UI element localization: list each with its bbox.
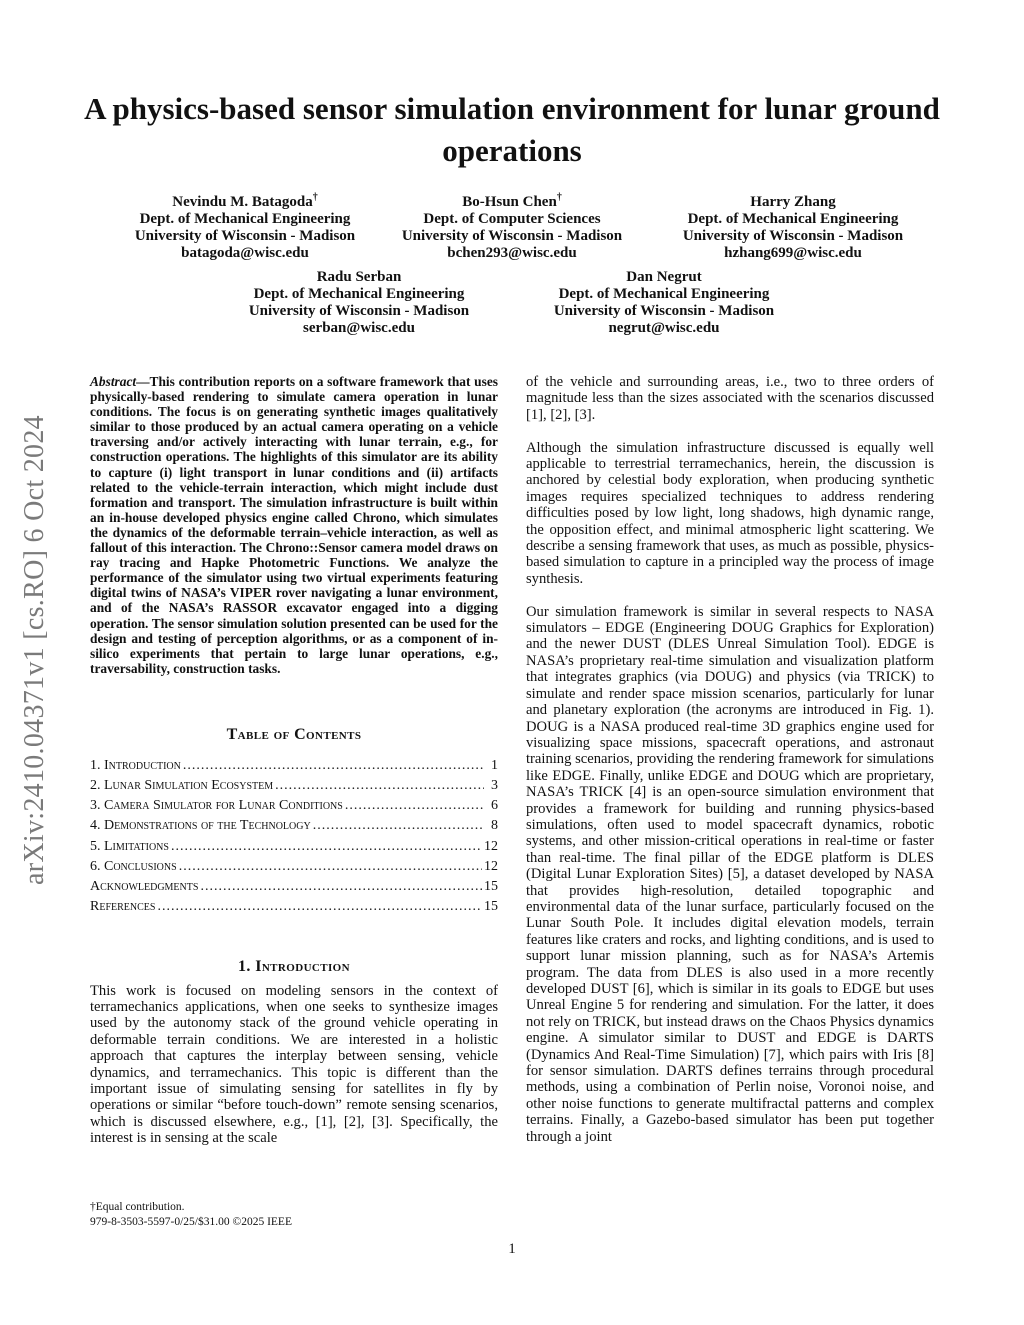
author-block-negrut bbox=[519, 269, 809, 337]
author-name: Dan Negrut bbox=[626, 269, 702, 285]
toc-leader-dots bbox=[171, 837, 482, 857]
author-univ: University of Wisconsin - Madison bbox=[248, 303, 470, 319]
equal-contribution-note: †Equal contribution. bbox=[90, 1201, 185, 1213]
toc-entry-title: 3. Camera Simulator for Lunar Conditions bbox=[90, 798, 343, 814]
toc-entry-title: 2. Lunar Simulation Ecosystem bbox=[90, 778, 274, 794]
author-univ: University of Wisconsin - Madison bbox=[682, 228, 904, 244]
toc-entry[interactable] bbox=[90, 897, 498, 917]
toc-leader-dots bbox=[157, 897, 482, 917]
introduction-heading: 1. Introduction bbox=[238, 957, 350, 975]
author-block-batagoda bbox=[100, 194, 390, 262]
toc-entry[interactable] bbox=[90, 776, 498, 796]
author-univ: University of Wisconsin - Madison bbox=[134, 228, 356, 244]
toc-entry[interactable] bbox=[90, 857, 498, 877]
author-email: batagoda@wisc.edu bbox=[181, 245, 309, 261]
toc-entry-page: 12 bbox=[484, 858, 498, 874]
author-dept: Dept. of Mechanical Engineering bbox=[139, 211, 351, 227]
toc-entry[interactable] bbox=[90, 796, 498, 816]
toc-entry-page: 6 bbox=[491, 798, 498, 814]
equal-contribution-mark: † bbox=[312, 192, 318, 203]
toc-leader-dots bbox=[345, 796, 484, 816]
abstract-label: Abstract bbox=[90, 374, 137, 389]
toc-leader-dots bbox=[183, 756, 484, 776]
author-name: Bo-Hsun Chen bbox=[462, 194, 557, 210]
toc-entry-title: Acknowledgments bbox=[90, 879, 199, 895]
author-name: Harry Zhang bbox=[750, 194, 836, 210]
footnote bbox=[90, 1200, 292, 1230]
toc-leader-dots bbox=[200, 877, 482, 897]
author-name: Nevindu M. Batagoda bbox=[172, 194, 313, 210]
abstract-dash: — bbox=[136, 374, 150, 389]
toc-entry-title: 1. Introduction bbox=[90, 757, 181, 773]
toc-leader-dots bbox=[179, 857, 482, 877]
introduction-paragraph: This work is focused on modeling sensors in the context of terramechanics applications, when one seeks to synthesize images used by the autonomy stack of the ground vehicle operating in deformable terrain conditions. We are interested in a holistic approach that captures the interplay between sensing, vehicle dynamics, and terramechanics. This topic is different than the important issue of simulating sensing for satellites in fly by operations or similar “before touch-down” remote sensing scenarios, which is discussed elsewhere, e.g., [1], [2], [3]. Specifically, the interest is in sensing at the scale bbox=[90, 982, 498, 1147]
arxiv-identifier: arXiv:2410.04371v1 [cs.RO] 6 Oct 2024 bbox=[19, 415, 50, 885]
right-column bbox=[526, 374, 934, 1161]
author-univ: University of Wisconsin - Madison bbox=[401, 228, 623, 244]
author-univ: University of Wisconsin - Madison bbox=[553, 303, 775, 319]
author-block-serban bbox=[214, 269, 504, 337]
toc-entry-page: 1 bbox=[491, 757, 498, 773]
author-block-zhang bbox=[648, 194, 938, 262]
toc-entry-title: 6. Conclusions bbox=[90, 858, 177, 874]
left-column bbox=[90, 374, 498, 1147]
author-dept: Dept. of Mechanical Engineering bbox=[687, 211, 899, 227]
toc-entry-page: 12 bbox=[484, 838, 498, 854]
toc-entry[interactable] bbox=[90, 816, 498, 836]
author-email: bchen293@wisc.edu bbox=[447, 245, 577, 261]
author-email: serban@wisc.edu bbox=[303, 320, 415, 336]
toc-entry[interactable] bbox=[90, 756, 498, 776]
author-dept: Dept. of Mechanical Engineering bbox=[253, 286, 465, 302]
toc-entry-page: 15 bbox=[484, 899, 498, 915]
toc-entry[interactable] bbox=[90, 877, 498, 897]
body-paragraph: Although the simulation infrastructure discussed is equally well applicable to terrestrial terramechanics, herein, the discussion is anchored by celestial body exploration, when producing synthetic images requires specialized techniques to address rendering difficulties posed by low light, long shadows, high dynamic range, the opposition effect, and minimal atmospheric light scattering. We describe a sensing framework that uses, as much as possible, physics-based simulation to capture in a principled way the process of image synthesis. bbox=[526, 439, 934, 587]
toc-heading: Table of Contents bbox=[226, 725, 362, 743]
toc-entry-page: 15 bbox=[484, 879, 498, 895]
author-name: Radu Serban bbox=[316, 269, 402, 285]
paper-title: A physics-based sensor simulation environment for lunar ground operations bbox=[84, 91, 940, 168]
toc-entry-page: 3 bbox=[491, 778, 498, 794]
equal-contribution-mark: † bbox=[556, 192, 562, 203]
toc-entry-title: 5. Limitations bbox=[90, 838, 169, 854]
toc-entry[interactable] bbox=[90, 837, 498, 857]
toc-leader-dots bbox=[313, 816, 484, 836]
toc-entry-page: 8 bbox=[491, 818, 498, 834]
body-paragraph: of the vehicle and surrounding areas, i.e., two to three orders of magnitude less than the sizes associated with the scenarios discussed [1], [2], [3]. bbox=[526, 374, 934, 423]
author-block-chen bbox=[367, 194, 657, 262]
toc-entry-title: References bbox=[90, 899, 156, 915]
abstract-text: This contribution reports on a software framework that uses physically-based rendering to simulate camera operation in lunar conditions. The focus is on generating synthetic images qualitatively similar to those produced by an actual camera operating on a vehicle traversing and/or actively interacting with lunar terrain, e.g., for construction operations. The highlights of this simulator are its ability to capture (i) light transport in lunar conditions and (ii) artifacts related to the vehicle-terrain interaction, which might include dust formation and transport. The simulation infrastructure is built within an in-house developed physics engine called Chrono, which simulates the dynamics of the deformable terrain–vehicle interaction, as well as fallout of this interaction. The Chrono::Sensor camera model draws on ray tracing and Hapke Photometric Functions. We analyze the performance of the simulator using two virtual experiments featuring digital twins of NASA’s VIPER rover navigating a lunar environment, and of the NASA’s RASSOR excavator engaged into a digging operation. The sensor simulation solution presented can be used for the design and testing of perception algorithms, or as a component of in-silico experiments that pertain to large lunar operations, e.g., traversability, construction tasks. bbox=[90, 374, 498, 676]
toc-entry-title: 4. Demonstrations of the Technology bbox=[90, 818, 311, 834]
copyright-line: 979-8-3503-5597-0/25/$31.00 ©2025 IEEE bbox=[90, 1216, 292, 1228]
arxiv-sidebar bbox=[15, 365, 55, 935]
table-of-contents bbox=[90, 756, 498, 918]
author-email: negrut@wisc.edu bbox=[608, 320, 720, 336]
author-email: hzhang699@wisc.edu bbox=[724, 245, 862, 261]
page-number: 1 bbox=[508, 1241, 516, 1257]
author-dept: Dept. of Computer Sciences bbox=[423, 211, 601, 227]
author-dept: Dept. of Mechanical Engineering bbox=[558, 286, 770, 302]
body-paragraph: Our simulation framework is similar in several respects to NASA simulators – EDGE (Engineering DOUG Graphics for Exploration) and the newer DUST (DLES Unreal Simulation Tool). EDGE is NASA’s proprietary real-time simulation and visualization platform that integrates graphics (via DOUG) and physics (via TRICK) to simulate and render space mission scenarios, particularly for lunar and planetary exploration (the acronyms are introduced in Fig. 1). DOUG is a NASA produced real-time 3D graphics engine used for visualizing space missions, spacecraft operations, and astronaut training scenarios, providing the rendering framework for simulations like EDGE. Finally, unlike EDGE and DOUG which are proprietary, NASA’s TRICK [4] is an open-source simulation environment that provides a framework for building and running physics-based simulations, often used to model spacecraft dynamics, robotic systems, and other mission-critical operations in real-time or faster than real-time. The final pillar of the EDGE platform is DLES (Digital Lunar Exploration Sites) [5], a dataset developed by NASA that provides high-resolution, detailed topographic and environmental data of the lunar surface, particularly focused on the Lunar South Pole. It includes digital elevation models, terrain features like craters and rocks, and lighting conditions, and is used to support lunar mission planning, such as for NASA’s Artemis program. The data from DLES is also used in a more recently developed DUST [6], which is similar in its goals to EDGE but uses Unreal Engine 5 for rendering and simulation. For the latter, it does not rely on TRICK, but instead draws on the Chaos Physics dynamics engine. A simulator similar to DUST and EDGE is DARTS (Dynamics And Real-Time Simulation) [7], which pairs with Iris [8] for sensor simulation. DARTS defines terrains through procedural methods, using a combination of Perlin noise, Voronoi noise, and other noise functions to generate multifractal patterns and complex terrains. Finally, a Gazebo-based simulator has been put together through a joint bbox=[526, 603, 934, 1145]
toc-leader-dots bbox=[275, 776, 484, 796]
abstract bbox=[90, 374, 498, 676]
